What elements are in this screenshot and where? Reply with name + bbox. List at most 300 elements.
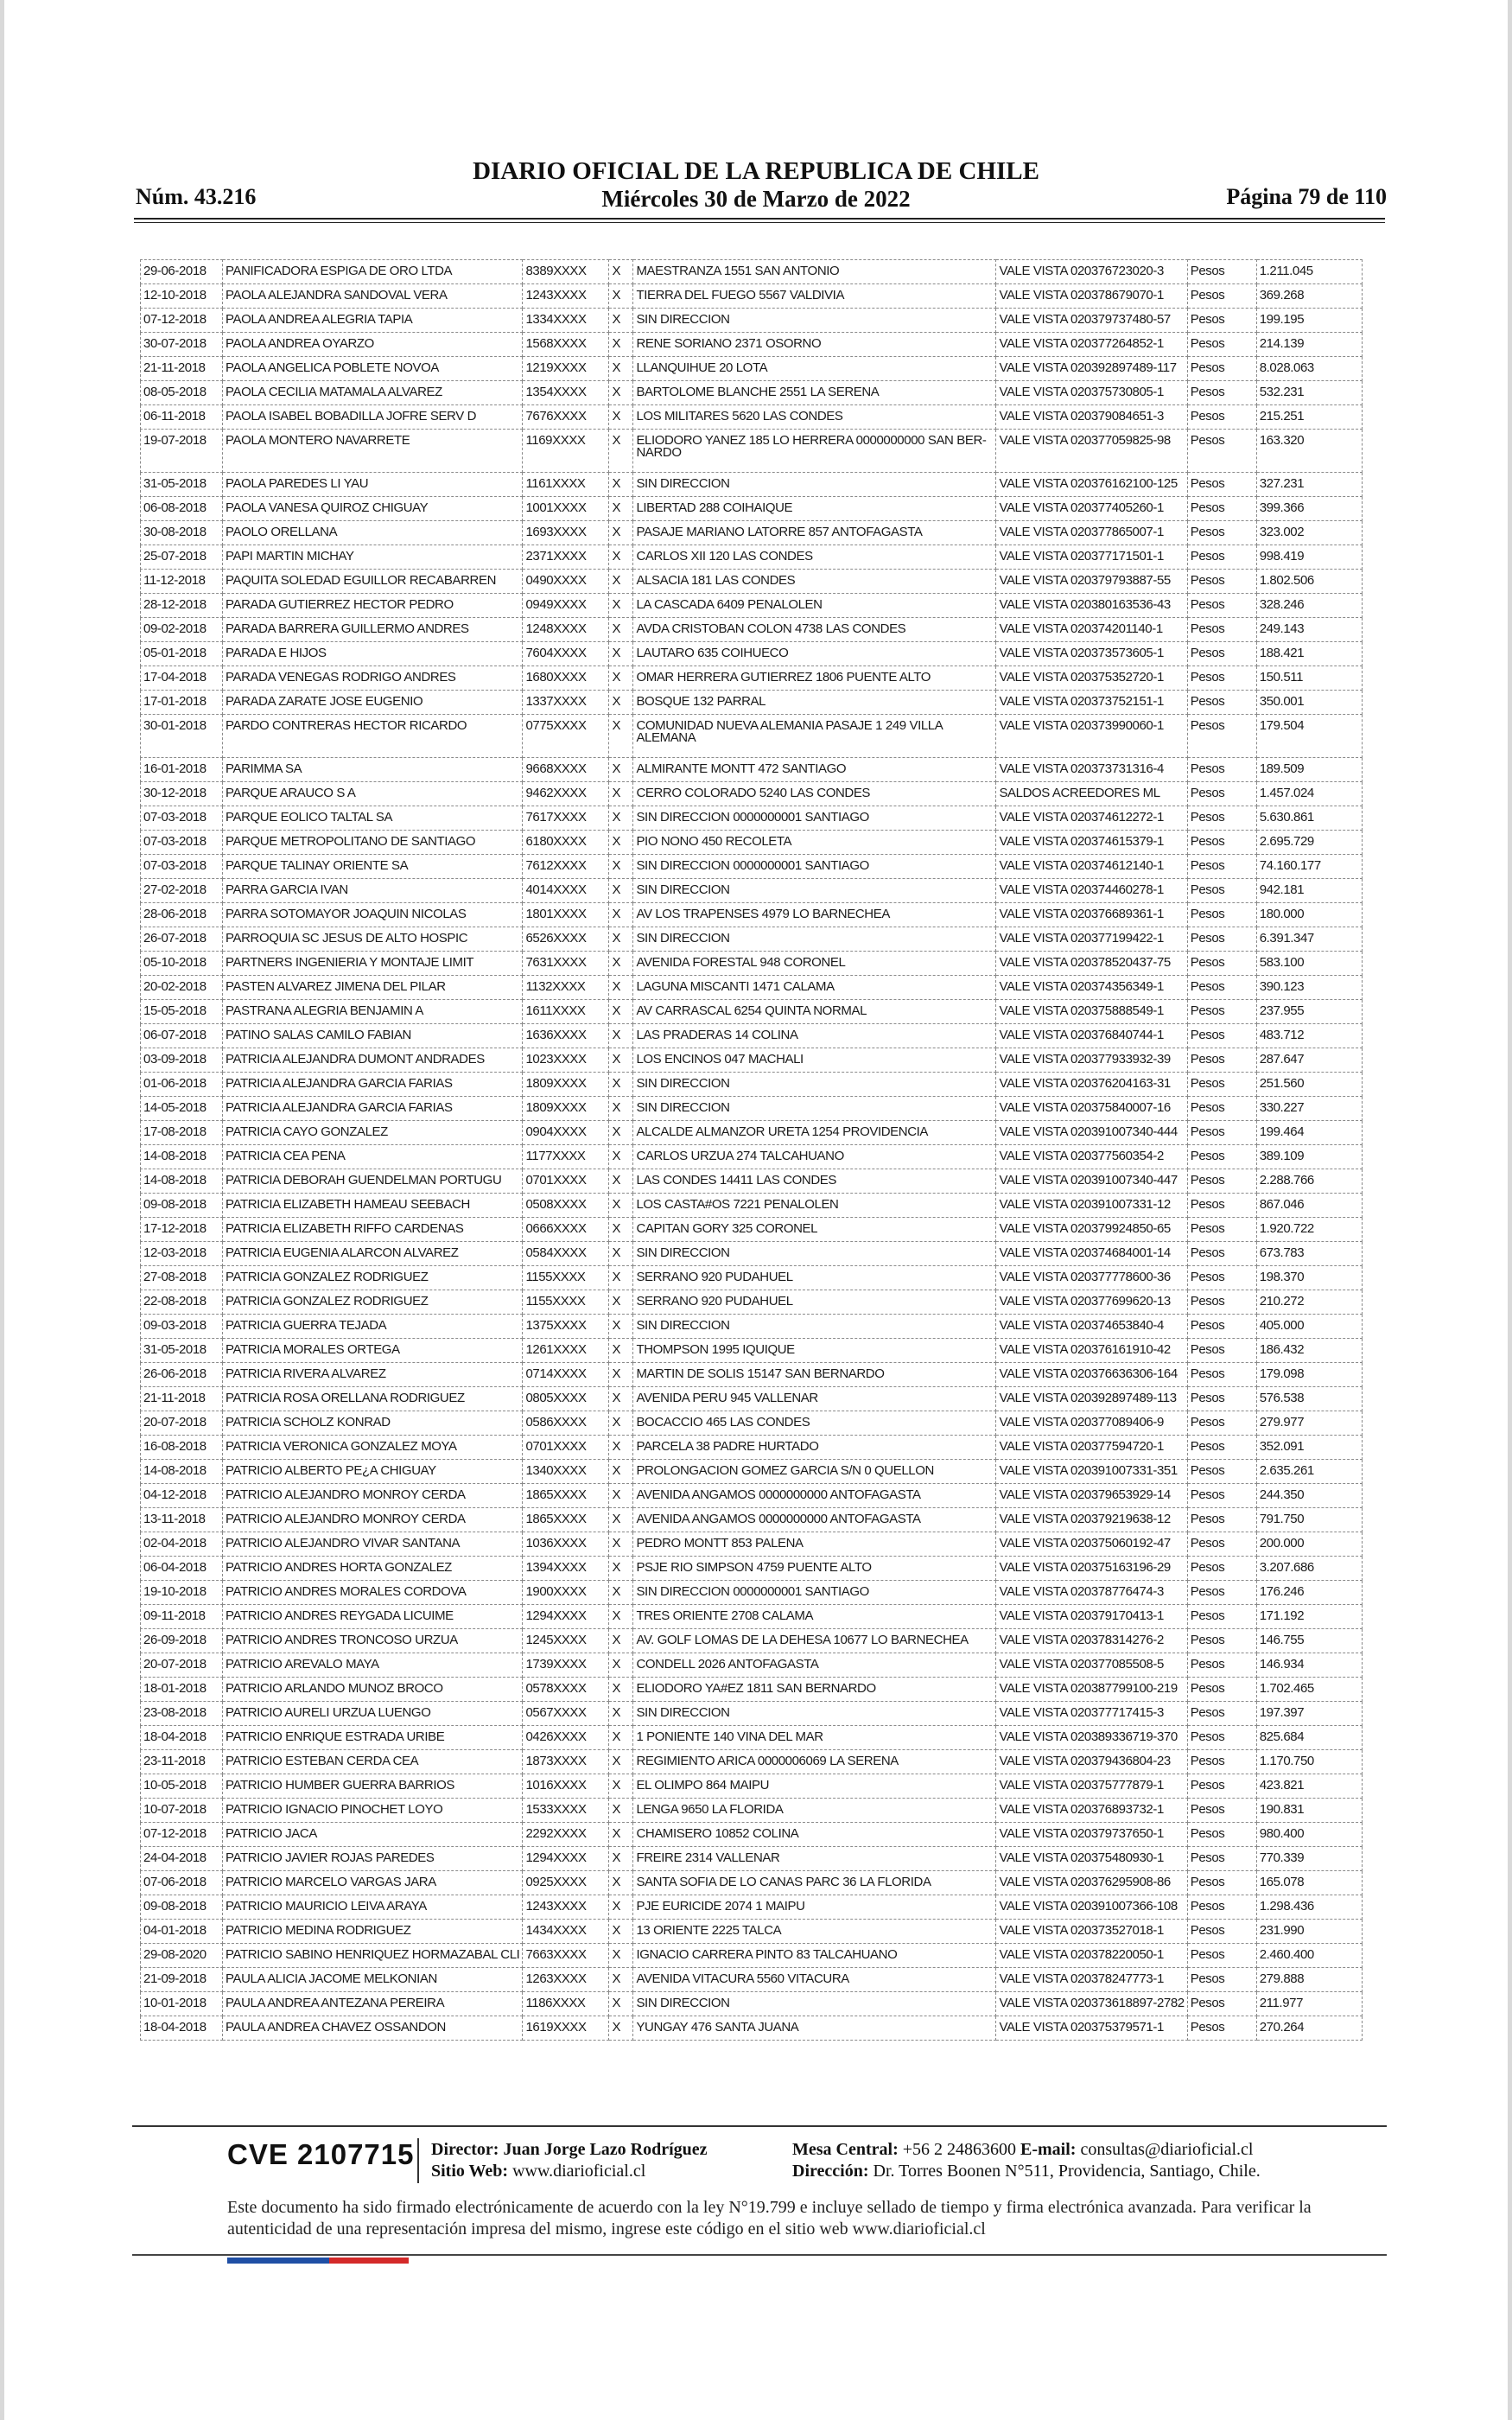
- cell-document: VALE VISTA 020375163196-29: [996, 1557, 1187, 1581]
- cell-amount: 200.000: [1256, 1532, 1362, 1557]
- cell-address: SIN DIRECCION: [633, 1242, 996, 1266]
- cell-date: 02-04-2018: [141, 1532, 223, 1557]
- cell-address: PSJE RIO SIMPSON 4759 PUENTE ALTO: [633, 1557, 996, 1581]
- cell-date: 19-10-2018: [141, 1581, 223, 1605]
- document-page: [4, 0, 1508, 2420]
- cell-amount: 188.421: [1256, 642, 1362, 666]
- cell-currency: Pesos: [1187, 1944, 1256, 1968]
- cell-currency: Pesos: [1187, 715, 1256, 758]
- cell-rut: 1219XXXX: [523, 357, 609, 381]
- cell-currency: Pesos: [1187, 1218, 1256, 1242]
- cell-rut: 0805XXXX: [523, 1387, 609, 1411]
- director-block: [431, 2139, 708, 2182]
- cell-currency: Pesos: [1187, 1532, 1256, 1557]
- cell-currency: Pesos: [1187, 1121, 1256, 1145]
- cell-currency: Pesos: [1187, 1653, 1256, 1678]
- cell-document: VALE VISTA 020391007340-447: [996, 1169, 1187, 1194]
- cell-amount: 1.702.465: [1256, 1678, 1362, 1702]
- cell-name: PATRICIO IGNACIO PINOCHET LOYO: [223, 1799, 523, 1823]
- cell-name: PATRICIA SCHOLZ KONRAD: [223, 1411, 523, 1436]
- cell-date: 07-03-2018: [141, 806, 223, 831]
- cell-currency: Pesos: [1187, 1194, 1256, 1218]
- cell-date: 21-09-2018: [141, 1968, 223, 1992]
- cell-currency: Pesos: [1187, 1726, 1256, 1750]
- cell-currency: Pesos: [1187, 1895, 1256, 1920]
- cell-mark: X: [609, 1121, 633, 1145]
- cell-document: VALE VISTA 020373752151-1: [996, 691, 1187, 715]
- cell-document: VALE VISTA 020375777879-1: [996, 1774, 1187, 1799]
- cell-currency: Pesos: [1187, 879, 1256, 903]
- cell-rut: 1354XXXX: [523, 381, 609, 405]
- cell-date: 14-08-2018: [141, 1145, 223, 1169]
- cell-mark: X: [609, 976, 633, 1000]
- cell-amount: 198.370: [1256, 1266, 1362, 1290]
- cell-amount: 323.002: [1256, 521, 1362, 545]
- cell-rut: 7604XXXX: [523, 642, 609, 666]
- cell-rut: 1568XXXX: [523, 333, 609, 357]
- cell-document: VALE VISTA 020378679070-1: [996, 284, 1187, 309]
- cell-amount: 215.251: [1256, 405, 1362, 430]
- cell-mark: X: [609, 927, 633, 952]
- cell-mark: X: [609, 879, 633, 903]
- cell-name: PAOLA MONTERO NAVARRETE: [223, 430, 523, 473]
- cell-document: VALE VISTA 020377560354-2: [996, 1145, 1187, 1169]
- cell-rut: 1809XXXX: [523, 1073, 609, 1097]
- cell-mark: X: [609, 1944, 633, 1968]
- cell-mark: X: [609, 570, 633, 594]
- cell-currency: Pesos: [1187, 976, 1256, 1000]
- cell-currency: Pesos: [1187, 570, 1256, 594]
- cell-mark: X: [609, 309, 633, 333]
- cell-amount: 189.509: [1256, 758, 1362, 782]
- cell-address: IGNACIO CARRERA PINTO 83 TALCAHUANO: [633, 1944, 996, 1968]
- cell-date: 07-03-2018: [141, 855, 223, 879]
- cell-address: SIN DIRECCION: [633, 927, 996, 952]
- cell-name: PAPI MARTIN MICHAY: [223, 545, 523, 570]
- cell-amount: 390.123: [1256, 976, 1362, 1000]
- cell-amount: 279.977: [1256, 1411, 1362, 1436]
- cell-currency: Pesos: [1187, 1992, 1256, 2016]
- cell-mark: X: [609, 497, 633, 521]
- table-row: [141, 1557, 1363, 1581]
- table-row: [141, 260, 1363, 284]
- cell-currency: Pesos: [1187, 405, 1256, 430]
- table-row: [141, 545, 1363, 570]
- cell-amount: 1.170.750: [1256, 1750, 1362, 1774]
- cell-document: VALE VISTA 020374612272-1: [996, 806, 1187, 831]
- table-row: [141, 806, 1363, 831]
- cell-date: 30-07-2018: [141, 333, 223, 357]
- cell-currency: Pesos: [1187, 1048, 1256, 1073]
- cell-mark: X: [609, 1532, 633, 1557]
- cell-name: PAOLA VANESA QUIROZ CHIGUAY: [223, 497, 523, 521]
- cell-address: LIBERTAD 288 COIHAIQUE: [633, 497, 996, 521]
- cell-document: VALE VISTA 020376893732-1: [996, 1799, 1187, 1823]
- cell-rut: 1873XXXX: [523, 1750, 609, 1774]
- cell-currency: Pesos: [1187, 284, 1256, 309]
- cell-address: RENE SORIANO 2371 OSORNO: [633, 333, 996, 357]
- cell-rut: 1340XXXX: [523, 1460, 609, 1484]
- cell-currency: Pesos: [1187, 1605, 1256, 1629]
- cell-currency: Pesos: [1187, 1411, 1256, 1436]
- cell-date: 09-11-2018: [141, 1605, 223, 1629]
- cell-date: 06-07-2018: [141, 1024, 223, 1048]
- cell-name: PAOLA ISABEL BOBADILLA JOFRE SERV D: [223, 405, 523, 430]
- cell-name: PAOLO ORELLANA: [223, 521, 523, 545]
- cell-amount: 369.268: [1256, 284, 1362, 309]
- cell-rut: 1245XXXX: [523, 1629, 609, 1653]
- cell-address: PASAJE MARIANO LATORRE 857 ANTOFAGASTA: [633, 521, 996, 545]
- cell-mark: X: [609, 1992, 633, 2016]
- cell-currency: Pesos: [1187, 1920, 1256, 1944]
- cell-mark: X: [609, 1436, 633, 1460]
- cell-date: 30-12-2018: [141, 782, 223, 806]
- cell-address: PIO NONO 450 RECOLETA: [633, 831, 996, 855]
- cell-rut: 1263XXXX: [523, 1968, 609, 1992]
- cell-currency: Pesos: [1187, 1315, 1256, 1339]
- cell-date: 17-12-2018: [141, 1218, 223, 1242]
- table-row: [141, 1799, 1363, 1823]
- cell-rut: 1865XXXX: [523, 1508, 609, 1532]
- cell-currency: Pesos: [1187, 855, 1256, 879]
- cell-address: TIERRA DEL FUEGO 5567 VALDIVIA: [633, 284, 996, 309]
- cell-document: VALE VISTA 020374615379-1: [996, 831, 1187, 855]
- cell-amount: 287.647: [1256, 1048, 1362, 1073]
- cell-amount: 352.091: [1256, 1436, 1362, 1460]
- cell-date: 28-12-2018: [141, 594, 223, 618]
- cell-currency: Pesos: [1187, 1581, 1256, 1605]
- cell-address: AVENIDA ANGAMOS 0000000000 ANTOFAGASTA: [633, 1508, 996, 1532]
- cell-address: AV LOS TRAPENSES 4979 LO BARNECHEA: [633, 903, 996, 927]
- table-row: [141, 1847, 1363, 1871]
- cell-currency: Pesos: [1187, 1774, 1256, 1799]
- cell-address: SIN DIRECCION: [633, 473, 996, 497]
- table-row: [141, 430, 1363, 473]
- cell-document: VALE VISTA 020377699620-13: [996, 1290, 1187, 1315]
- cell-rut: 0666XXXX: [523, 1218, 609, 1242]
- cell-amount: 350.001: [1256, 691, 1362, 715]
- cell-date: 09-03-2018: [141, 1315, 223, 1339]
- cell-date: 18-04-2018: [141, 1726, 223, 1750]
- address-label: Dirección:: [792, 2162, 869, 2181]
- cell-name: PATRICIA DEBORAH GUENDELMAN PORTUGU: [223, 1169, 523, 1194]
- cell-address: AVENIDA ANGAMOS 0000000000 ANTOFAGASTA: [633, 1484, 996, 1508]
- cell-mark: X: [609, 545, 633, 570]
- cell-mark: X: [609, 855, 633, 879]
- cell-address: TRES ORIENTE 2708 CALAMA: [633, 1605, 996, 1629]
- cell-mark: X: [609, 1774, 633, 1799]
- cell-amount: 1.211.045: [1256, 260, 1362, 284]
- cell-date: 07-03-2018: [141, 831, 223, 855]
- cell-name: PATRICIA ALEJANDRA DUMONT ANDRADES: [223, 1048, 523, 1073]
- cell-mark: X: [609, 594, 633, 618]
- cell-rut: 1680XXXX: [523, 666, 609, 691]
- table-row: [141, 1581, 1363, 1605]
- cell-amount: 942.181: [1256, 879, 1362, 903]
- cell-rut: 1155XXXX: [523, 1290, 609, 1315]
- cell-currency: Pesos: [1187, 1823, 1256, 1847]
- table-row: [141, 831, 1363, 855]
- cell-rut: 1036XXXX: [523, 1532, 609, 1557]
- cell-rut: 8389XXXX: [523, 260, 609, 284]
- cell-amount: 399.366: [1256, 497, 1362, 521]
- cell-address: SIN DIRECCION: [633, 1702, 996, 1726]
- table-row: [141, 521, 1363, 545]
- cell-name: PATRICIO AURELI URZUA LUENGO: [223, 1702, 523, 1726]
- cell-mark: X: [609, 405, 633, 430]
- cell-document: VALE VISTA 020391007331-12: [996, 1194, 1187, 1218]
- cell-amount: 2.635.261: [1256, 1460, 1362, 1484]
- cell-document: SALDOS ACREEDORES ML: [996, 782, 1187, 806]
- cell-rut: 1693XXXX: [523, 521, 609, 545]
- table-row: [141, 1702, 1363, 1726]
- cell-name: PATRICIA GONZALEZ RODRIGUEZ: [223, 1266, 523, 1290]
- cell-amount: 210.272: [1256, 1290, 1362, 1315]
- cell-document: VALE VISTA 020373990060-1: [996, 715, 1187, 758]
- cell-currency: Pesos: [1187, 1169, 1256, 1194]
- cell-name: PASTRANA ALEGRIA BENJAMIN A: [223, 1000, 523, 1024]
- cell-currency: Pesos: [1187, 1678, 1256, 1702]
- cell-document: VALE VISTA 020375379571-1: [996, 2016, 1187, 2041]
- email-link[interactable]: consultas@diarioficial.cl: [1080, 2140, 1254, 2159]
- cell-name: PARQUE ARAUCO S A: [223, 782, 523, 806]
- cell-document: VALE VISTA 020377171501-1: [996, 545, 1187, 570]
- cell-rut: 1186XXXX: [523, 1992, 609, 2016]
- cell-document: VALE VISTA 020377594720-1: [996, 1436, 1187, 1460]
- cell-rut: 1023XXXX: [523, 1048, 609, 1073]
- cell-address: SERRANO 920 PUDAHUEL: [633, 1266, 996, 1290]
- table-row: [141, 1460, 1363, 1484]
- table-row: [141, 1290, 1363, 1315]
- cell-rut: 1375XXXX: [523, 1315, 609, 1339]
- cell-document: VALE VISTA 020374612140-1: [996, 855, 1187, 879]
- cell-document: VALE VISTA 020379219638-12: [996, 1508, 1187, 1532]
- cell-rut: 0490XXXX: [523, 570, 609, 594]
- cell-mark: X: [609, 1920, 633, 1944]
- cell-date: 05-01-2018: [141, 642, 223, 666]
- cell-name: PATRICIO ANDRES HORTA GONZALEZ: [223, 1557, 523, 1581]
- cell-mark: X: [609, 381, 633, 405]
- cell-currency: Pesos: [1187, 666, 1256, 691]
- cell-amount: 1.457.024: [1256, 782, 1362, 806]
- director-name: Juan Jorge Lazo Rodríguez: [503, 2140, 708, 2159]
- table-row: [141, 715, 1363, 758]
- cell-address: AVENIDA VITACURA 5560 VITACURA: [633, 1968, 996, 1992]
- website-link[interactable]: www.diarioficial.cl: [512, 2162, 646, 2181]
- cell-name: PAOLA ANGELICA POBLETE NOVOA: [223, 357, 523, 381]
- cell-address: MAESTRANZA 1551 SAN ANTONIO: [633, 260, 996, 284]
- cell-amount: 791.750: [1256, 1508, 1362, 1532]
- cell-amount: 389.109: [1256, 1145, 1362, 1169]
- table-row: [141, 855, 1363, 879]
- cell-name: PARROQUIA SC JESUS DE ALTO HOSPIC: [223, 927, 523, 952]
- table-row: [141, 1678, 1363, 1702]
- cell-name: PATRICIO HUMBER GUERRA BARRIOS: [223, 1774, 523, 1799]
- cell-address: SANTA SOFIA DE LO CANAS PARC 36 LA FLORIDA: [633, 1871, 996, 1895]
- cell-rut: 0584XXXX: [523, 1242, 609, 1266]
- cell-currency: Pesos: [1187, 1799, 1256, 1823]
- cell-rut: 2292XXXX: [523, 1823, 609, 1847]
- cell-name: PAOLA ALEJANDRA SANDOVAL VERA: [223, 284, 523, 309]
- cell-document: VALE VISTA 020376689361-1: [996, 903, 1187, 927]
- cell-document: VALE VISTA 020377405260-1: [996, 497, 1187, 521]
- table-row: [141, 405, 1363, 430]
- cell-amount: 190.831: [1256, 1799, 1362, 1823]
- flag-stripe-blue: [227, 2258, 329, 2264]
- cell-mark: X: [609, 715, 633, 758]
- cell-date: 04-01-2018: [141, 1920, 223, 1944]
- cell-address: 13 ORIENTE 2225 TALCA: [633, 1920, 996, 1944]
- cell-amount: 199.464: [1256, 1121, 1362, 1145]
- cell-amount: 980.400: [1256, 1823, 1362, 1847]
- cell-amount: 270.264: [1256, 2016, 1362, 2041]
- cell-document: VALE VISTA 020377264852-1: [996, 333, 1187, 357]
- cell-amount: 146.934: [1256, 1653, 1362, 1678]
- cell-mark: X: [609, 1508, 633, 1532]
- cell-document: VALE VISTA 020377933932-39: [996, 1048, 1187, 1073]
- cell-document: VALE VISTA 020373731316-4: [996, 758, 1187, 782]
- cell-amount: 251.560: [1256, 1073, 1362, 1097]
- cell-address: YUNGAY 476 SANTA JUANA: [633, 2016, 996, 2041]
- cell-date: 29-08-2020: [141, 1944, 223, 1968]
- cell-document: VALE VISTA 020375480930-1: [996, 1847, 1187, 1871]
- cell-rut: 0586XXXX: [523, 1411, 609, 1436]
- table-row: [141, 1411, 1363, 1436]
- cell-currency: Pesos: [1187, 903, 1256, 927]
- cell-currency: Pesos: [1187, 1073, 1256, 1097]
- cell-date: 19-07-2018: [141, 430, 223, 473]
- issue-number: Núm. 43.216: [136, 184, 257, 209]
- cell-date: 28-06-2018: [141, 903, 223, 927]
- cell-currency: Pesos: [1187, 1484, 1256, 1508]
- cell-document: VALE VISTA 020376295908-86: [996, 1871, 1187, 1895]
- cell-name: PATRICIO ALEJANDRO MONROY CERDA: [223, 1508, 523, 1532]
- cell-document: VALE VISTA 020376204163-31: [996, 1073, 1187, 1097]
- cell-rut: 0949XXXX: [523, 594, 609, 618]
- cell-address: EL OLIMPO 864 MAIPU: [633, 1774, 996, 1799]
- records-table: [140, 259, 1363, 2041]
- cell-date: 30-08-2018: [141, 521, 223, 545]
- cell-currency: Pesos: [1187, 1460, 1256, 1484]
- cell-document: VALE VISTA 020375352720-1: [996, 666, 1187, 691]
- cell-currency: Pesos: [1187, 1702, 1256, 1726]
- cell-rut: 1434XXXX: [523, 1920, 609, 1944]
- cell-amount: 576.538: [1256, 1387, 1362, 1411]
- cell-mark: X: [609, 1750, 633, 1774]
- cell-date: 03-09-2018: [141, 1048, 223, 1073]
- cell-document: VALE VISTA 020376723020-3: [996, 260, 1187, 284]
- table-row: [141, 284, 1363, 309]
- cell-address: LAS PRADERAS 14 COLINA: [633, 1024, 996, 1048]
- cell-rut: 7612XXXX: [523, 855, 609, 879]
- cell-address: PJE EURICIDE 2074 1 MAIPU: [633, 1895, 996, 1920]
- table-row: [141, 497, 1363, 521]
- cell-document: VALE VISTA 020379737480-57: [996, 309, 1187, 333]
- cell-rut: 1337XXXX: [523, 691, 609, 715]
- footer-separator: [417, 2138, 419, 2183]
- cell-document: VALE VISTA 020378220050-1: [996, 1944, 1187, 1968]
- cell-document: VALE VISTA 020379084651-3: [996, 405, 1187, 430]
- phone-number: +56 2 24863600: [902, 2140, 1017, 2159]
- cell-date: 26-09-2018: [141, 1629, 223, 1653]
- flag-stripe-red: [329, 2258, 409, 2264]
- cell-document: VALE VISTA 020377778600-36: [996, 1266, 1187, 1290]
- cell-amount: 197.397: [1256, 1702, 1362, 1726]
- cell-date: 07-12-2018: [141, 309, 223, 333]
- cell-rut: 2371XXXX: [523, 545, 609, 570]
- cell-amount: 1.298.436: [1256, 1895, 1362, 1920]
- cell-currency: Pesos: [1187, 691, 1256, 715]
- cell-name: PARIMMA SA: [223, 758, 523, 782]
- cell-mark: X: [609, 1218, 633, 1242]
- cell-document: VALE VISTA 020378776474-3: [996, 1581, 1187, 1605]
- cell-document: VALE VISTA 020389336719-370: [996, 1726, 1187, 1750]
- cell-rut: 1739XXXX: [523, 1653, 609, 1678]
- cell-name: PATRICIO ANDRES TRONCOSO URZUA: [223, 1629, 523, 1653]
- table-row: [141, 2016, 1363, 2041]
- cell-address: LENGA 9650 LA FLORIDA: [633, 1799, 996, 1823]
- cell-mark: X: [609, 1653, 633, 1678]
- cell-currency: Pesos: [1187, 1290, 1256, 1315]
- cell-mark: X: [609, 1460, 633, 1484]
- cell-rut: 1801XXXX: [523, 903, 609, 927]
- cell-amount: 163.320: [1256, 430, 1362, 473]
- cell-address: THOMPSON 1995 IQUIQUE: [633, 1339, 996, 1363]
- cell-date: 17-08-2018: [141, 1121, 223, 1145]
- cell-document: VALE VISTA 020379436804-23: [996, 1750, 1187, 1774]
- header-rule-thin: [134, 222, 1385, 223]
- cell-mark: X: [609, 806, 633, 831]
- cell-date: 23-11-2018: [141, 1750, 223, 1774]
- cell-name: PATRICIA EUGENIA ALARCON ALVAREZ: [223, 1242, 523, 1266]
- cell-name: PAOLA ANDREA OYARZO: [223, 333, 523, 357]
- table-row: [141, 903, 1363, 927]
- cell-name: PATRICIO MAURICIO LEIVA ARAYA: [223, 1895, 523, 1920]
- cell-currency: Pesos: [1187, 1363, 1256, 1387]
- cell-mark: X: [609, 1290, 633, 1315]
- cell-name: PANIFICADORA ESPIGA DE ORO LTDA: [223, 260, 523, 284]
- cell-amount: 825.684: [1256, 1726, 1362, 1750]
- cell-mark: X: [609, 1194, 633, 1218]
- cell-address: 1 PONIENTE 140 VINA DEL MAR: [633, 1726, 996, 1750]
- cell-date: 12-03-2018: [141, 1242, 223, 1266]
- cell-rut: 6526XXXX: [523, 927, 609, 952]
- cell-rut: 0904XXXX: [523, 1121, 609, 1145]
- cell-address: CARLOS URZUA 274 TALCAHUANO: [633, 1145, 996, 1169]
- cell-rut: 1132XXXX: [523, 976, 609, 1000]
- cell-date: 21-11-2018: [141, 357, 223, 381]
- cell-document: VALE VISTA 020378247773-1: [996, 1968, 1187, 1992]
- cell-rut: 4014XXXX: [523, 879, 609, 903]
- cell-name: PATRICIO AREVALO MAYA: [223, 1653, 523, 1678]
- cell-mark: X: [609, 1871, 633, 1895]
- cell-amount: 8.028.063: [1256, 357, 1362, 381]
- cell-document: VALE VISTA 020377199422-1: [996, 927, 1187, 952]
- table-row: [141, 758, 1363, 782]
- cell-currency: Pesos: [1187, 473, 1256, 497]
- cell-amount: 2.695.729: [1256, 831, 1362, 855]
- table-row: [141, 1629, 1363, 1653]
- address-text: Dr. Torres Boonen N°511, Providencia, Santiago, Chile.: [873, 2162, 1261, 2181]
- table-row: [141, 1750, 1363, 1774]
- cell-currency: Pesos: [1187, 545, 1256, 570]
- cell-mark: X: [609, 1000, 633, 1024]
- cell-document: VALE VISTA 020379653929-14: [996, 1484, 1187, 1508]
- cell-document: VALE VISTA 020377089406-9: [996, 1411, 1187, 1436]
- cell-date: 10-01-2018: [141, 1992, 223, 2016]
- cell-address: SIN DIRECCION 0000000001 SANTIAGO: [633, 806, 996, 831]
- cell-mark: X: [609, 1702, 633, 1726]
